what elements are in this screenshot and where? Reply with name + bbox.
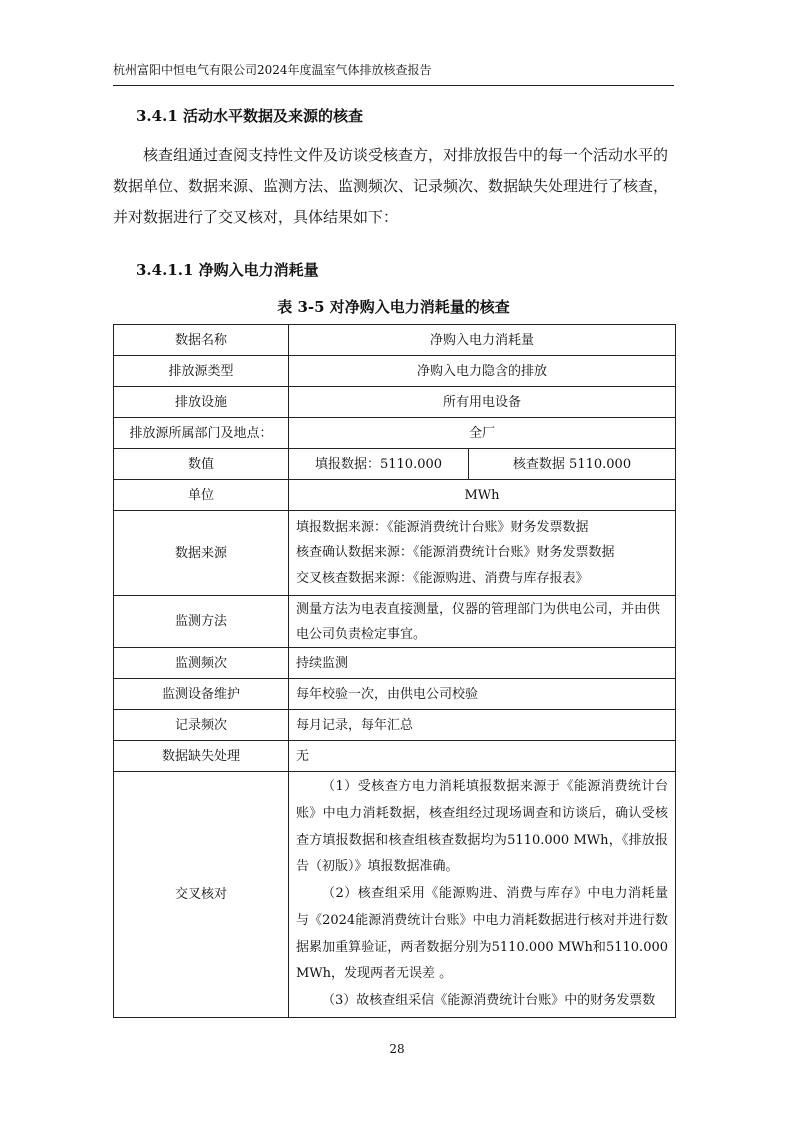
verification-table	[113, 324, 676, 1018]
running-header: 杭州富阳中恒电气有限公司2024年度温室气体排放核查报告	[113, 63, 432, 77]
data-source-line: 填报数据来源：《能源消费统计台账》财务发票数据	[296, 519, 589, 535]
page-number: 28	[389, 1042, 405, 1056]
data-source-line: 核查确认数据来源：《能源消费统计台账》财务发票数据	[296, 545, 615, 561]
table-row	[114, 596, 676, 648]
reported-value: 填报数据：5110.000	[289, 449, 469, 480]
table-row	[114, 710, 676, 741]
row-label: 单位	[114, 480, 289, 511]
table-row	[114, 418, 676, 449]
cross-check-paragraph: （3）故核查组采信《能源消费统计台账》中的财务发票数	[322, 992, 656, 1008]
row-value: 无	[289, 741, 676, 772]
cross-check-paragraph: （2）核查组采用《能源购进、消费与库存》中电力消耗量与《2024能源消费统计台账》中电力消耗数据进行核对并进行数据累加重算验证，两者数据分别为5110.000 MWh和5110.000 MWh，发现两者无误差 。	[296, 886, 669, 982]
cross-check-cell	[289, 772, 676, 1018]
table-row	[114, 741, 676, 772]
row-label: 交叉核对	[114, 772, 289, 1018]
verified-value: 核查数据 5110.000	[469, 449, 676, 480]
row-label: 排放设施	[114, 387, 289, 418]
section-heading: 3.4.1 活动水平数据及来源的核查	[136, 107, 363, 125]
cross-check-paragraph: （1）受核查方电力消耗填报数据来源于《能源消费统计台账》中电力消耗数据，核查组经过现场调查和访谈后，确认受核查方填报数据和核查组核查数据均为5110.000 MWh，《排放报告（初版）》填报数据准确。	[296, 779, 669, 875]
subsection-heading: 3.4.1.1 净购入电力消耗量	[136, 261, 319, 279]
row-label: 数值	[114, 449, 289, 480]
table-row	[114, 356, 676, 387]
row-value: 净购入电力消耗量	[289, 325, 676, 356]
row-label: 数据缺失处理	[114, 741, 289, 772]
row-value: 所有用电设备	[289, 387, 676, 418]
table-row	[114, 511, 676, 596]
row-label: 监测设备维护	[114, 679, 289, 710]
row-value: 持续监测	[289, 648, 676, 679]
data-source-line: 交叉核查数据来源：《能源购进、消费与库存报表》	[296, 570, 589, 586]
row-label: 排放源类型	[114, 356, 289, 387]
row-value: 净购入电力隐含的排放	[289, 356, 676, 387]
table-row	[114, 387, 676, 418]
row-value: 每月记录，每年汇总	[289, 710, 676, 741]
row-value: MWh	[289, 480, 676, 511]
row-label: 监测频次	[114, 648, 289, 679]
row-label: 监测方法	[114, 596, 289, 648]
header-rule	[113, 85, 674, 86]
row-label: 数据来源	[114, 511, 289, 596]
row-value: 每年校验一次，由供电公司校验	[289, 679, 676, 710]
row-label: 记录频次	[114, 710, 289, 741]
intro-paragraph: 核查组通过查阅支持性文件及访谈受核查方，对排放报告中的每一个活动水平的数据单位、数据来源、监测方法、监测频次、记录频次、数据缺失处理进行了核查，并对数据进行了交叉核对，具体结果如下：	[113, 146, 669, 226]
table-row	[114, 679, 676, 710]
row-value: 全厂	[289, 418, 676, 449]
table-row	[114, 648, 676, 679]
table-row	[114, 325, 676, 356]
data-source-cell	[289, 511, 676, 596]
row-label: 排放源所属部门及地点：	[114, 418, 289, 449]
row-label: 数据名称	[114, 325, 289, 356]
table-caption: 表 3-5 对净购入电力消耗量的核查	[277, 298, 510, 316]
table-row	[114, 772, 676, 1018]
row-value: 测量方法为电表直接测量，仪器的管理部门为供电公司，并由供电公司负责检定事宜。	[289, 596, 676, 648]
table-row	[114, 449, 676, 480]
table-row	[114, 480, 676, 511]
